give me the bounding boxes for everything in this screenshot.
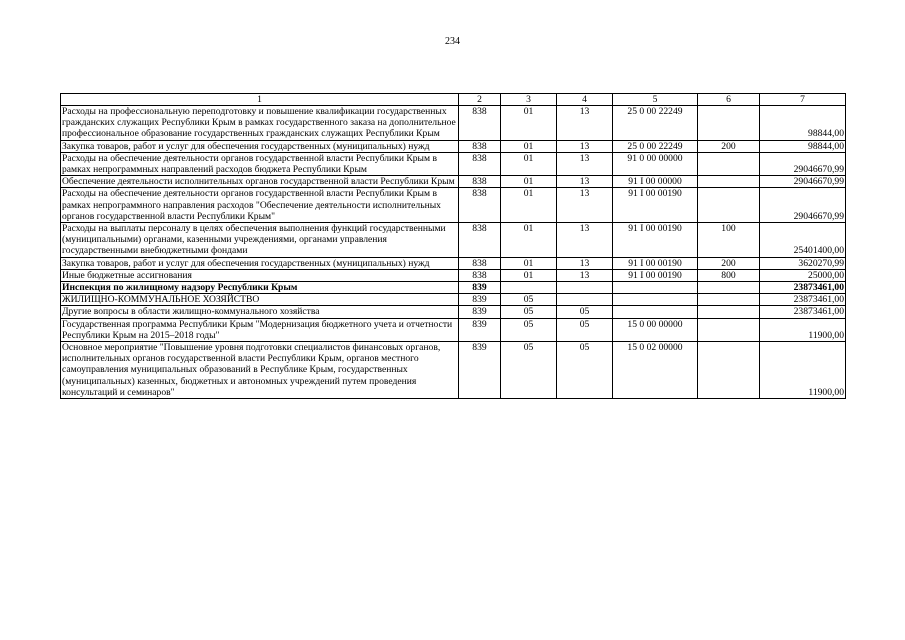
row-code-cell: 839 <box>459 282 501 294</box>
table-row <box>61 306 846 318</box>
row-expense-type-cell <box>698 306 760 318</box>
row-code-cell: 839 <box>459 318 501 341</box>
table-row <box>61 342 846 399</box>
row-expense-type-cell <box>698 318 760 341</box>
row-section-cell: 01 <box>501 269 557 281</box>
header-cell: 5 <box>613 94 698 106</box>
header-cell: 7 <box>760 94 846 106</box>
row-target-cell <box>613 306 698 318</box>
row-target-cell: 91 I 00 00190 <box>613 188 698 223</box>
row-section-cell: 05 <box>501 342 557 399</box>
row-section-cell: 01 <box>501 106 557 141</box>
row-target-cell: 25 0 00 22249 <box>613 106 698 141</box>
row-amount-cell: 23873461,00 <box>760 294 846 306</box>
header-cell: 2 <box>459 94 501 106</box>
row-name-cell: Расходы на выплаты персоналу в целях обеспечения выполнения функций государственными (муниципальными) органами, казенными учреждениями, органами управления государственными внебюджетными фондами <box>61 223 459 258</box>
row-target-cell: 25 0 00 22249 <box>613 140 698 152</box>
row-code-cell: 838 <box>459 140 501 152</box>
row-amount-cell: 98844,00 <box>760 106 846 141</box>
row-name-cell: Инспекция по жилищному надзору Республики Крым <box>61 282 459 294</box>
row-section-cell: 01 <box>501 176 557 188</box>
row-amount-cell: 98844,00 <box>760 140 846 152</box>
row-section-cell: 05 <box>501 318 557 341</box>
row-amount-cell: 3620270,99 <box>760 257 846 269</box>
row-amount-cell: 25000,00 <box>760 269 846 281</box>
row-code-cell: 839 <box>459 342 501 399</box>
row-code-cell: 838 <box>459 176 501 188</box>
row-target-cell <box>613 294 698 306</box>
table-row <box>61 223 846 258</box>
row-subsection-cell: 13 <box>557 269 613 281</box>
row-code-cell: 839 <box>459 294 501 306</box>
page-number: 234 <box>445 36 460 47</box>
row-code-cell: 838 <box>459 152 501 175</box>
row-target-cell: 15 0 00 00000 <box>613 318 698 341</box>
table-row <box>61 188 846 223</box>
table-row <box>61 294 846 306</box>
row-target-cell: 91 I 00 00190 <box>613 269 698 281</box>
row-subsection-cell: 13 <box>557 176 613 188</box>
budget-table <box>60 93 846 399</box>
header-cell: 6 <box>698 94 760 106</box>
row-expense-type-cell <box>698 282 760 294</box>
table-header-row <box>61 94 846 106</box>
row-name-cell: Закупка товаров, работ и услуг для обеспечения государственных (муниципальных) нужд <box>61 140 459 152</box>
row-section-cell: 01 <box>501 257 557 269</box>
row-name-cell: Обеспечение деятельности исполнительных органов государственной власти Республики Крым <box>61 176 459 188</box>
row-section-cell: 01 <box>501 140 557 152</box>
row-section-cell <box>501 282 557 294</box>
table-row <box>61 152 846 175</box>
row-expense-type-cell: 800 <box>698 269 760 281</box>
row-expense-type-cell <box>698 106 760 141</box>
row-name-cell: Государственная программа Республики Крым "Модернизация бюджетного учета и отчетности Республики Крым на 2015–2018 годы" <box>61 318 459 341</box>
row-name-cell: Другие вопросы в области жилищно-коммунального хозяйства <box>61 306 459 318</box>
row-amount-cell: 25401400,00 <box>760 223 846 258</box>
row-section-cell: 01 <box>501 188 557 223</box>
row-expense-type-cell <box>698 152 760 175</box>
table-row <box>61 282 846 294</box>
table-row <box>61 269 846 281</box>
row-name-cell: Закупка товаров, работ и услуг для обеспечения государственных (муниципальных) нужд <box>61 257 459 269</box>
row-subsection-cell: 13 <box>557 257 613 269</box>
row-section-cell: 01 <box>501 223 557 258</box>
row-subsection-cell <box>557 282 613 294</box>
row-code-cell: 838 <box>459 257 501 269</box>
row-name-cell: ЖИЛИЩНО-КОММУНАЛЬНОЕ ХОЗЯЙСТВО <box>61 294 459 306</box>
row-expense-type-cell: 100 <box>698 223 760 258</box>
row-target-cell: 15 0 02 00000 <box>613 342 698 399</box>
row-name-cell: Расходы на профессиональную переподготовку и повышение квалификации государственных гражданских служащих Республики Крым в рамках государственного заказа на дополнительное профессиональное образование государственных гражданских служащих Республики Крым <box>61 106 459 141</box>
header-cell: 3 <box>501 94 557 106</box>
row-code-cell: 838 <box>459 223 501 258</box>
row-target-cell: 91 I 00 00190 <box>613 223 698 258</box>
table-row <box>61 318 846 341</box>
row-code-cell: 838 <box>459 188 501 223</box>
row-section-cell: 05 <box>501 306 557 318</box>
row-amount-cell: 23873461,00 <box>760 306 846 318</box>
row-name-cell: Иные бюджетные ассигнования <box>61 269 459 281</box>
table-row <box>61 106 846 141</box>
row-amount-cell: 23873461,00 <box>760 282 846 294</box>
row-amount-cell: 29046670,99 <box>760 152 846 175</box>
row-name-cell: Расходы на обеспечение деятельности органов государственной власти Республики Крым в рамках непрограммного направления расходов "Обеспечение деятельности исполнительных органов государственной власти Республики Крым" <box>61 188 459 223</box>
row-amount-cell: 11900,00 <box>760 318 846 341</box>
row-name-cell: Основное мероприятие "Повышение уровня подготовки специалистов финансовых органов, исполнительных органов государственной власти Республики Крым, органов местного самоуправления муниципальных образований в Республике Крым, государственных (муниципальных) казенных, бюджетных и автономных учреждений путем проведения консультаций и семинаров" <box>61 342 459 399</box>
row-subsection-cell: 05 <box>557 318 613 341</box>
row-subsection-cell: 13 <box>557 152 613 175</box>
table-row <box>61 257 846 269</box>
table-row <box>61 140 846 152</box>
row-subsection-cell <box>557 294 613 306</box>
row-subsection-cell: 13 <box>557 106 613 141</box>
row-expense-type-cell: 200 <box>698 140 760 152</box>
row-name-cell: Расходы на обеспечение деятельности органов государственной власти Республики Крым в рамках непрограммных направлений расходов бюджета Республики Крым <box>61 152 459 175</box>
row-target-cell <box>613 282 698 294</box>
row-code-cell: 839 <box>459 306 501 318</box>
row-subsection-cell: 05 <box>557 342 613 399</box>
row-amount-cell: 29046670,99 <box>760 176 846 188</box>
header-cell: 1 <box>61 94 459 106</box>
row-amount-cell: 29046670,99 <box>760 188 846 223</box>
row-amount-cell: 11900,00 <box>760 342 846 399</box>
row-expense-type-cell <box>698 176 760 188</box>
row-expense-type-cell: 200 <box>698 257 760 269</box>
header-cell: 4 <box>557 94 613 106</box>
row-subsection-cell: 13 <box>557 188 613 223</box>
row-target-cell: 91 I 00 00190 <box>613 257 698 269</box>
row-subsection-cell: 13 <box>557 223 613 258</box>
row-expense-type-cell <box>698 188 760 223</box>
row-section-cell: 01 <box>501 152 557 175</box>
row-subsection-cell: 05 <box>557 306 613 318</box>
row-section-cell: 05 <box>501 294 557 306</box>
row-code-cell: 838 <box>459 106 501 141</box>
row-target-cell: 91 I 00 00000 <box>613 176 698 188</box>
table-row <box>61 176 846 188</box>
row-code-cell: 838 <box>459 269 501 281</box>
row-expense-type-cell <box>698 342 760 399</box>
row-target-cell: 91 0 00 00000 <box>613 152 698 175</box>
row-subsection-cell: 13 <box>557 140 613 152</box>
row-expense-type-cell <box>698 294 760 306</box>
